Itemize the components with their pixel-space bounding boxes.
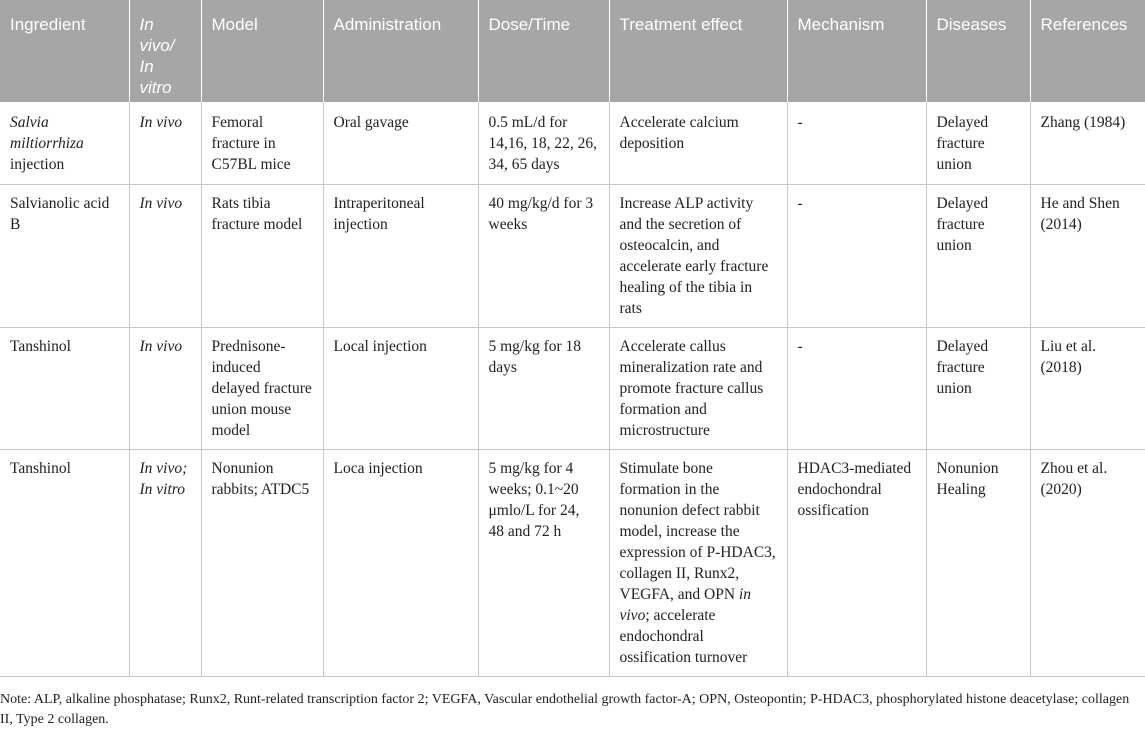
ingredient-italic: Salvia miltiorrhiza <box>10 114 84 152</box>
cell-diseases: Delayed fracture union <box>926 327 1030 449</box>
col-header-dose-time: Dose/Time <box>478 0 609 102</box>
cell-effect <box>609 449 787 676</box>
cell-ingredient <box>0 327 129 449</box>
col-header-diseases: Diseases <box>926 0 1030 102</box>
cell-references: He and Shen (2014) <box>1030 184 1145 327</box>
effect-text: Accelerate callus mineralization rate and promote fracture callus formation and microstructure <box>619 337 764 439</box>
cell-invivo <box>129 327 201 449</box>
effect-italic: in vivo <box>619 585 751 624</box>
cell-effect <box>609 184 787 327</box>
cell-references: Liu et al. (2018) <box>1030 327 1145 449</box>
col-header-treatment-effect: Treatment effect <box>609 0 787 102</box>
cell-dose: 5 mg/kg for 18 days <box>478 327 609 449</box>
cell-mechanism: HDAC3-mediated endochondral ossification <box>787 449 926 676</box>
cell-administration: Local injection <box>323 327 478 449</box>
col-header-invivo-invitro: In vivo/ In vitro <box>129 0 201 102</box>
cell-model: Femoral fracture in C57BL mice <box>201 102 323 184</box>
cell-model: Nonunion rabbits; ATDC5 <box>201 449 323 676</box>
cell-mechanism: - <box>787 327 926 449</box>
cell-ingredient <box>0 102 129 184</box>
cell-dose: 40 mg/kg/d for 3 weeks <box>478 184 609 327</box>
invivo-italic: In vivo <box>139 114 183 131</box>
cell-administration: Oral gavage <box>323 102 478 184</box>
invivo-italic: In vivo <box>139 194 183 212</box>
cell-references: Zhang (1984) <box>1030 102 1145 184</box>
cell-invivo <box>129 449 201 676</box>
cell-invivo <box>129 184 201 327</box>
ingredient-text: Tanshinol <box>10 337 71 355</box>
cell-effect <box>609 327 787 449</box>
cell-mechanism: - <box>787 102 926 184</box>
effect-tail: ; accelerate endochondral ossification turnover <box>619 606 748 666</box>
ingredient-text: injection <box>10 156 65 173</box>
effect-text: Increase ALP activity and the secretion of osteocalcin, and accelerate early fracture healing of the tibia in rats <box>619 194 769 317</box>
ingredient-text: Tanshinol <box>10 459 71 477</box>
cell-ingredient <box>0 184 129 327</box>
invivo-suffix: ; In vitro <box>139 459 188 498</box>
cell-mechanism: - <box>787 184 926 327</box>
cell-diseases: Delayed fracture union <box>926 184 1030 327</box>
cell-diseases: Delayed fracture union <box>926 102 1030 184</box>
effect-text: Stimulate bone formation in the nonunion defect rabbit model, increase the expression of P-HDAC3, collagen II, Runx2, VEGFA, and OPN <box>619 459 776 603</box>
col-header-administration: Administration <box>323 0 478 102</box>
col-header-references: References <box>1030 0 1145 102</box>
cell-administration: Loca injection <box>323 449 478 676</box>
col-header-ingredient: Ingredient <box>0 0 129 102</box>
cell-dose: 5 mg/kg for 4 weeks; 0.1~20 μmlo/L for 24, 48 and 72 h <box>478 449 609 676</box>
cell-references: Zhou et al. (2020) <box>1030 449 1145 676</box>
ingredient-text: Salvianolic acid B <box>10 194 110 233</box>
cell-administration: Intraperitoneal injection <box>323 184 478 327</box>
cell-ingredient <box>0 449 129 676</box>
effect-text: Accelerate calcium deposition <box>619 114 739 152</box>
invivo-italic: In vivo <box>139 337 183 355</box>
table-row <box>0 449 1145 676</box>
cell-effect <box>609 102 787 184</box>
cell-diseases: Nonunion Healing <box>926 449 1030 676</box>
col-header-mechanism: Mechanism <box>787 0 926 102</box>
header-row <box>0 0 1145 102</box>
table-row <box>0 184 1145 327</box>
table-row <box>0 102 1145 184</box>
cell-model: Prednisone-induced delayed fracture union mouse model <box>201 327 323 449</box>
table-note: Note: ALP, alkaline phosphatase; Runx2, Runt-related transcription factor 2; VEGFA, Vascular endothelial growth factor-A; OPN, Osteopontin; P-HDAC3, phosphorylated histone deacetylase; collagen II, Type 2 collagen. <box>0 692 1130 727</box>
cell-model: Rats tibia fracture model <box>201 184 323 327</box>
cell-invivo <box>129 102 201 184</box>
table-row <box>0 327 1145 449</box>
cell-dose: 0.5 mL/d for 14,16, 18, 22, 26, 34, 65 days <box>478 102 609 184</box>
invivo-italic: In vivo <box>139 459 183 477</box>
col-header-model: Model <box>201 0 323 102</box>
